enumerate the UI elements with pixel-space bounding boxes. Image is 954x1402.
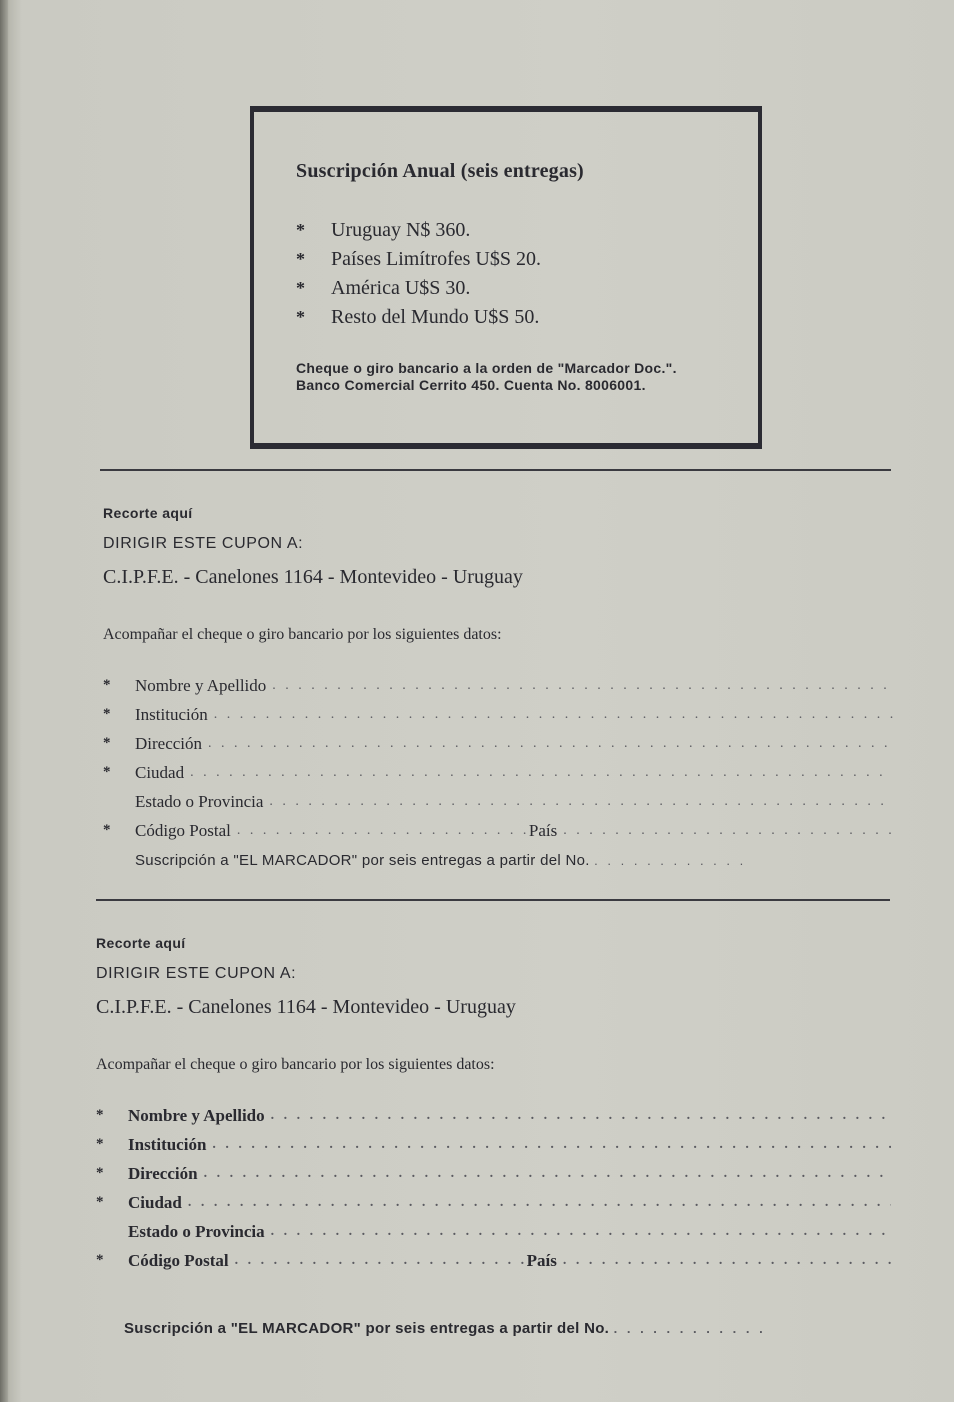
field-label: Institución bbox=[135, 704, 208, 724]
field-ciudad[interactable] bbox=[103, 758, 893, 787]
field-label-pais: País bbox=[526, 1250, 557, 1270]
bullet-icon: * bbox=[103, 822, 111, 838]
field-label-pais: País bbox=[528, 820, 558, 840]
field-label: Dirección bbox=[128, 1163, 198, 1183]
subscription-title: Suscripción Anual (seis entregas) bbox=[296, 160, 584, 182]
price-text: América U$S 30. bbox=[331, 277, 471, 299]
bullet-icon: * bbox=[296, 249, 305, 269]
price-list bbox=[296, 216, 541, 332]
fill-in-line[interactable] bbox=[237, 823, 529, 839]
cheque-line: Cheque o giro bancario a la orden de "Marcador Doc.". bbox=[296, 360, 677, 376]
subscription-box bbox=[250, 106, 762, 449]
subscription-start-line bbox=[124, 1320, 766, 1337]
field-nombre[interactable] bbox=[103, 671, 893, 700]
bullet-icon: * bbox=[96, 1107, 104, 1123]
field-ciudad[interactable] bbox=[96, 1188, 891, 1217]
instructions-text: Acompañar el cheque o giro bancario por los siguientes datos: bbox=[96, 1056, 495, 1073]
fill-in-line[interactable] bbox=[208, 736, 893, 752]
bullet-icon: * bbox=[96, 1252, 104, 1268]
field-label: Estado o Provincia bbox=[135, 791, 264, 811]
fill-in-line[interactable]: . . . . . . . . . . . . bbox=[594, 853, 747, 868]
price-item bbox=[296, 216, 541, 245]
price-item bbox=[296, 303, 541, 332]
field-label: Nombre y Apellido bbox=[135, 675, 267, 695]
fill-in-line[interactable] bbox=[563, 1253, 891, 1269]
price-item bbox=[296, 245, 541, 274]
bank-line: Banco Comercial Cerrito 450. Cuenta No. 8006001. bbox=[296, 377, 646, 393]
form-fields bbox=[103, 671, 893, 845]
fill-in-line[interactable] bbox=[212, 1137, 891, 1153]
cut-here-label: Recorte aquí bbox=[96, 935, 186, 951]
fill-in-line[interactable] bbox=[271, 1108, 891, 1124]
fill-in-line[interactable] bbox=[235, 1253, 527, 1269]
price-text: Uruguay N$ 360. bbox=[331, 219, 471, 241]
fill-in-line[interactable]: . . . . . . . . . . . . bbox=[613, 1321, 766, 1336]
bullet-icon: * bbox=[103, 735, 111, 751]
mailing-address: C.I.P.F.E. - Canelones 1164 - Montevideo - Uruguay bbox=[103, 566, 523, 588]
cut-line bbox=[100, 469, 891, 471]
bullet-icon: * bbox=[296, 220, 305, 240]
field-estado[interactable] bbox=[103, 787, 893, 816]
cut-here-label: Recorte aquí bbox=[103, 505, 193, 521]
bullet-icon: * bbox=[96, 1165, 104, 1181]
field-estado[interactable] bbox=[96, 1217, 891, 1246]
mailing-address: C.I.P.F.E. - Canelones 1164 - Montevideo - Uruguay bbox=[96, 996, 516, 1018]
field-direccion[interactable] bbox=[103, 729, 893, 758]
bullet-icon: * bbox=[96, 1194, 104, 1210]
field-direccion[interactable] bbox=[96, 1159, 891, 1188]
fill-in-line[interactable] bbox=[272, 678, 893, 694]
field-label: Ciudad bbox=[135, 762, 185, 782]
field-codigo-pais[interactable] bbox=[96, 1246, 891, 1275]
field-label: Nombre y Apellido bbox=[128, 1105, 265, 1125]
price-text: Países Limítrofes U$S 20. bbox=[331, 248, 541, 270]
field-label: Dirección bbox=[135, 733, 203, 753]
bullet-icon: * bbox=[103, 764, 111, 780]
field-label: Institución bbox=[128, 1134, 207, 1154]
send-to-heading: DIRIGIR ESTE CUPON A: bbox=[103, 535, 304, 552]
field-institucion[interactable] bbox=[103, 700, 893, 729]
field-label: Ciudad bbox=[128, 1192, 182, 1212]
field-nombre[interactable] bbox=[96, 1101, 891, 1130]
subscription-start-label: Suscripción a "EL MARCADOR" por seis entregas a partir del No. bbox=[124, 1320, 610, 1337]
fill-in-line[interactable] bbox=[214, 707, 893, 723]
fill-in-line[interactable] bbox=[188, 1195, 891, 1211]
field-label: Estado o Provincia bbox=[128, 1221, 265, 1241]
send-to-heading: DIRIGIR ESTE CUPON A: bbox=[96, 965, 297, 982]
bullet-icon: * bbox=[296, 278, 305, 298]
page-spine bbox=[0, 0, 8, 1402]
form-fields bbox=[96, 1101, 891, 1275]
fill-in-line[interactable] bbox=[204, 1166, 891, 1182]
instructions-text: Acompañar el cheque o giro bancario por los siguientes datos: bbox=[103, 626, 502, 643]
fill-in-line[interactable] bbox=[271, 1224, 891, 1240]
bullet-icon: * bbox=[103, 706, 111, 722]
field-label: Código Postal bbox=[128, 1250, 229, 1270]
subscription-start-label: Suscripción a "EL MARCADOR" por seis entregas a partir del No. bbox=[135, 852, 590, 869]
fill-in-line[interactable] bbox=[563, 823, 893, 839]
price-text: Resto del Mundo U$S 50. bbox=[331, 306, 540, 328]
bullet-icon: * bbox=[103, 677, 111, 693]
payment-instructions bbox=[296, 360, 677, 394]
fill-in-line[interactable] bbox=[190, 765, 893, 781]
bullet-icon: * bbox=[96, 1136, 104, 1152]
subscription-start-line bbox=[135, 852, 746, 869]
bullet-icon: * bbox=[296, 307, 305, 327]
field-institucion[interactable] bbox=[96, 1130, 891, 1159]
price-item bbox=[296, 274, 541, 303]
fill-in-line[interactable] bbox=[269, 794, 893, 810]
cut-line bbox=[96, 899, 890, 901]
field-codigo-pais[interactable] bbox=[103, 816, 893, 845]
field-label: Código Postal bbox=[135, 820, 231, 840]
